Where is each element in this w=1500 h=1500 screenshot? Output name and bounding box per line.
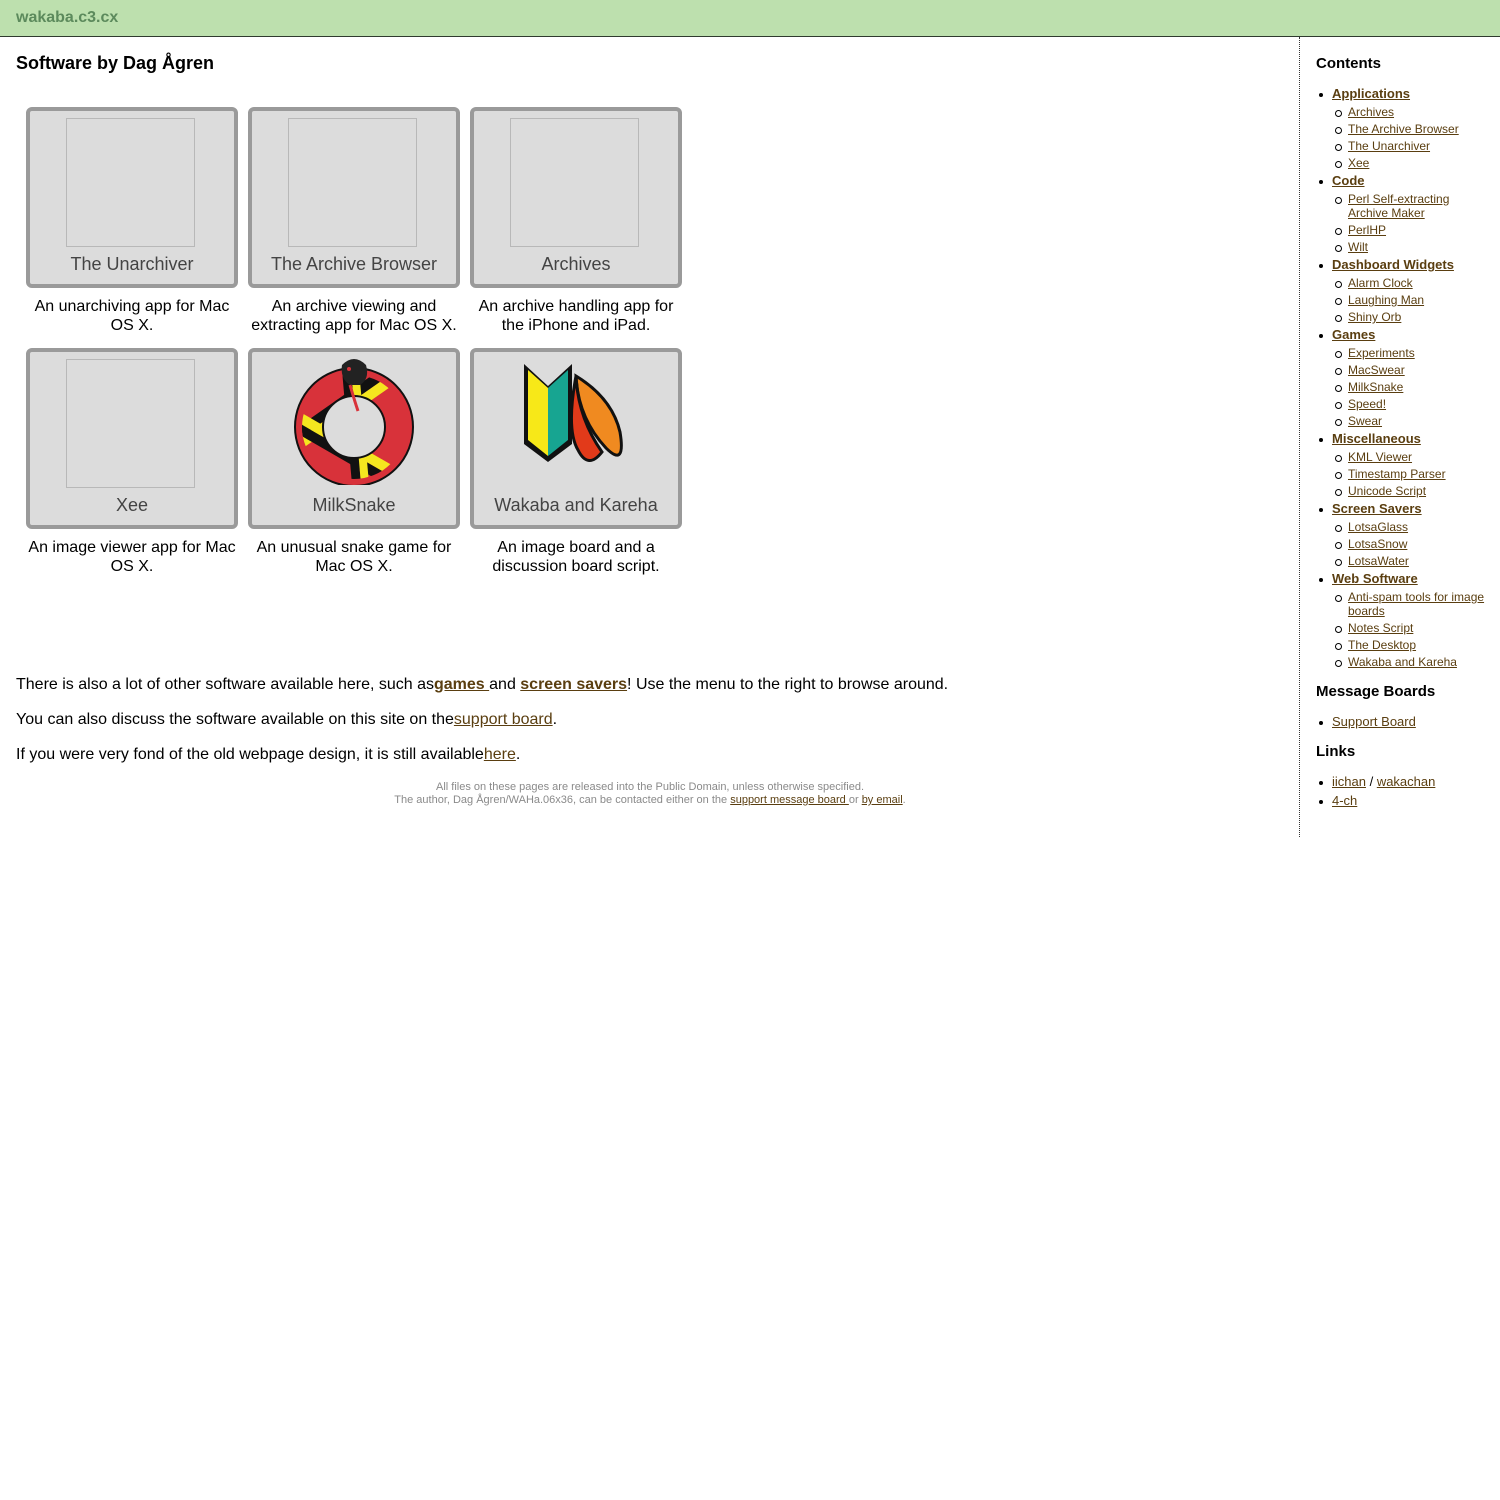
paragraph-text: You can also discuss the software available on this site on the [16,711,454,728]
message-boards-heading: Message Boards [1316,683,1436,700]
wakaba-leaf-icon [518,358,638,483]
tile-wakaba-and-kareha[interactable] [470,348,682,529]
footer-text: or [848,794,862,806]
paragraph-text: ! Use the menu to the right to browse around. [627,676,949,693]
tile-milksnake[interactable] [248,348,460,529]
sidebar-item-laughing-man[interactable]: Laughing Man [1348,293,1425,307]
paragraph-text: There is also a lot of other software available here, such as [16,676,434,693]
sidebar-item-perl-self-extracting[interactable]: Perl Self-extracting Archive Maker [1348,192,1478,220]
tile-xee[interactable] [26,348,238,529]
contents-heading: Contents [1316,55,1381,72]
sidebar-item-perlhp[interactable]: PerlHP [1348,223,1387,237]
old-design-paragraph [16,746,520,764]
paragraph-text: If you were very fond of the old webpage design, it is still available [16,746,484,763]
paragraph-text: . [552,711,558,728]
tile-label: Wakaba and Kareha [494,495,658,515]
site-title[interactable]: wakaba.c3.cx [16,9,119,26]
support-message-board-link[interactable]: support message board [730,794,849,806]
tile-image-placeholder [66,359,195,488]
tile-description: An archive handling app for the iPhone and iPad. [478,298,674,334]
tile-the-archive-browser[interactable] [248,107,460,288]
tile-image-placeholder [510,118,639,247]
sidebar-item-kml-viewer[interactable]: KML Viewer [1348,450,1413,464]
footer-text: . [902,794,906,806]
support-board-sidebar-link[interactable]: Support Board [1332,714,1416,729]
sidebar-item-experiments[interactable]: Experiments [1348,346,1415,360]
tile-label: MilkSnake [312,495,396,515]
tile-description: An unarchiving app for Mac OS X. [34,298,230,334]
sidebar-item-lotsaglass[interactable]: LotsaGlass [1348,520,1409,534]
links-row-iichan-wakachan [1332,774,1435,789]
old-design-link[interactable]: here [483,746,516,763]
footer [16,781,1284,807]
sidebar-item-lotsawater[interactable]: LotsaWater [1348,554,1409,568]
sidebar-item-anti-spam-tools[interactable]: Anti-spam tools for image boards [1348,590,1493,618]
sidebar-item-wakaba-and-kareha[interactable]: Wakaba and Kareha [1348,655,1457,669]
sidebar-item-archives[interactable]: Archives [1348,105,1395,119]
sidebar-item-swear[interactable]: Swear [1348,414,1383,428]
support-board-link[interactable]: support board [453,711,553,728]
tile-description: An image board and a discussion board script. [492,539,660,575]
page-title: Software by Dag Ågren [16,53,215,73]
tile-description: An unusual snake game for Mac OS X. [256,539,452,575]
footer-text: The author, Dag Ågren/WAHa.06x36, can be contacted either on the [394,794,731,806]
tile-label: The Unarchiver [70,254,194,274]
tile-label: Archives [541,254,611,274]
sidebar-item-the-unarchiver[interactable]: The Unarchiver [1348,139,1431,153]
tile-image-placeholder [288,118,417,247]
sidebar-divider [1299,37,1300,837]
4-ch-link[interactable]: 4-ch [1332,793,1358,808]
top-bar [0,0,1500,37]
tile-image-placeholder [66,118,195,247]
sidebar-item-alarm-clock[interactable]: Alarm Clock [1348,276,1413,290]
sidebar-category-miscellaneous[interactable]: Miscellaneous [1332,431,1421,446]
sidebar-category-screen-savers[interactable]: Screen Savers [1332,501,1422,516]
screen-savers-link[interactable]: screen savers [520,676,628,693]
footer-license: All files on these pages are released into the Public Domain, unless otherwise specified. [435,781,865,793]
sidebar-item-lotsasnow[interactable]: LotsaSnow [1348,537,1408,551]
sidebar-item-the-desktop[interactable]: The Desktop [1348,638,1417,652]
paragraph-text: . [515,746,521,763]
wakachan-link[interactable]: wakachan [1376,774,1436,789]
sidebar-item-shiny-orb[interactable]: Shiny Orb [1348,310,1402,324]
tile-label: Xee [115,495,149,515]
sidebar-category-code[interactable]: Code [1332,173,1365,188]
sidebar-item-the-archive-browser[interactable]: The Archive Browser [1348,122,1459,136]
links-separator: / [1365,774,1377,789]
sidebar-category-games[interactable]: Games [1332,327,1376,342]
sidebar-category-applications[interactable]: Applications [1332,86,1411,101]
milksnake-icon [294,355,414,485]
sidebar-item-xee[interactable]: Xee [1348,156,1370,170]
iichan-link[interactable]: iichan [1332,774,1366,789]
tile-archives[interactable] [470,107,682,288]
sidebar-item-timestamp-parser[interactable]: Timestamp Parser [1348,467,1446,481]
discuss-paragraph [16,711,557,729]
paragraph-text: and [489,676,521,693]
sidebar-item-speed[interactable]: Speed! [1348,397,1387,411]
games-link[interactable]: games [434,676,490,693]
sidebar-item-macswear[interactable]: MacSwear [1348,363,1405,377]
sidebar-category-dashboard-widgets[interactable]: Dashboard Widgets [1332,257,1454,272]
email-link[interactable]: by email [861,794,903,806]
sidebar-category-web-software[interactable]: Web Software [1332,571,1418,586]
sidebar-item-milksnake[interactable]: MilkSnake [1348,380,1404,394]
tile-description: An image viewer app for Mac OS X. [28,539,236,575]
tile-the-unarchiver[interactable] [26,107,238,288]
tile-description: An archive viewing and extracting app for Mac OS X. [251,298,457,334]
sidebar-item-wilt[interactable]: Wilt [1348,240,1368,254]
sidebar-item-notes-script[interactable]: Notes Script [1348,621,1414,635]
tile-label: The Archive Browser [270,254,438,274]
sidebar-item-unicode-script[interactable]: Unicode Script [1348,484,1427,498]
footer-contact [16,794,1284,807]
links-heading: Links [1316,743,1356,760]
intro-paragraph [16,676,948,694]
